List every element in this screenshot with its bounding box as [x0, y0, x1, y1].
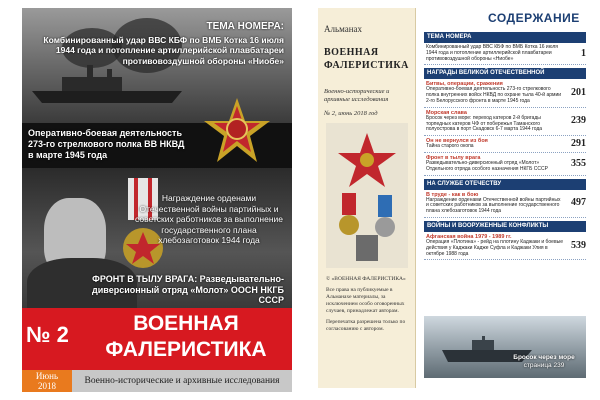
cover-theme-text: Комбинированный удар ВВС КБФ по ВМБ Котка 16 июля 1944 года и потопление артиллерийской плавбатареи противовоздушной обороны «Ниобе»: [43, 34, 284, 66]
almanac-subtitle: Военно-исторические и архивные исследования: [324, 88, 390, 103]
issue-date: [22, 370, 72, 392]
magazine-cover: [22, 8, 292, 392]
toc-entry[interactable]: [424, 190, 586, 218]
toc-entry[interactable]: [424, 43, 586, 65]
toc-entry[interactable]: [424, 79, 586, 107]
toc-entry-title: Фронт в тылу врага: [426, 154, 481, 161]
magazine-title-line2: ФАЛЕРИСТИКА: [105, 338, 267, 361]
cover-article-regiment: Оперативно-боевая деятельность 273-го стрелкового полка ВВ НКВД в марте 1945 года: [28, 128, 185, 160]
cover-theme-block: [34, 22, 284, 66]
toc-entry-desc: Бросок через море: переход катеров 2-й бригады торпедных катеров ЧФ от побережья Таманского полуострова в порт Скадовск 6-7 марта 1944 года: [426, 114, 543, 133]
photo-caption-page: страница 239: [523, 362, 565, 369]
photo-caption: [508, 354, 580, 370]
cover-article-awards: Награждение орденами Отечественной войны партийных и советских работников за выполнение государственного плана хлебозаготовок 1944 года: [135, 193, 283, 245]
issue-year: 2018: [38, 381, 56, 391]
contents-list: [424, 29, 586, 260]
cover-article-front: ФРОНТ В ТЫЛУ ВРАГА: Разведывательно-диверсионный отряд «Молот» ООСН НКГБ СССР: [92, 274, 284, 305]
cover-title-band: [22, 308, 292, 370]
toc-entry-page: 539: [571, 239, 586, 251]
toc-entry-title: В труде - как в бою: [426, 191, 479, 198]
cover-subtitle: Военно-исторические и архивные исследования: [72, 370, 292, 392]
toc-entry[interactable]: [424, 153, 586, 176]
toc-section-theme: ТЕМА НОМЕРА: [424, 32, 586, 43]
toc-section-awards: НАГРАДЫ ВЕЛИКОЙ ОТЕЧЕСТВЕННОЙ: [424, 68, 586, 79]
toc-entry-page: 239: [571, 115, 586, 127]
almanac-photo-medals: [326, 123, 408, 268]
contents-heading: СОДЕРЖАНИЕ: [488, 11, 580, 25]
toc-entry-page: 201: [571, 87, 586, 99]
almanac-label: Альманах: [324, 24, 363, 34]
toc-entry[interactable]: [424, 136, 586, 153]
copyright-head: © «ВОЕННАЯ ФАЛЕРИСТИКА»: [326, 276, 406, 282]
toc-entry-title: Афганская война 1979 - 1989 гг.: [426, 233, 512, 240]
toc-entry-page: 291: [571, 138, 586, 150]
toc-entry-page: 497: [571, 197, 586, 209]
toc-entry-title: Битвы, операции, сражения: [426, 81, 503, 88]
cover-theme-label: ТЕМА НОМЕРА:: [206, 21, 284, 32]
almanac-sidebar: [318, 8, 416, 388]
warship-icon: [32, 63, 182, 103]
toc-entry-desc: Операция «Плотина» - рейд на плотину Каджаки и боевые действия у Каджаки Кадже Суфла и Каджаки Улия в октябре 1988 года: [426, 238, 563, 257]
toc-section-service: НА СЛУЖБЕ ОТЕЧЕСТВУ: [424, 179, 586, 190]
toc-entry-desc: Награждение орденами Отечественной войны партийных и советских работников за выполнение государственного плана хлебозаготовок 1944 года: [426, 196, 561, 215]
issue-month: Июнь: [35, 371, 59, 381]
copyright-text1: Все права на публикуемые в Альманахе материалы, за исключением особо оговоренных случаев, принадлежат авторам.: [326, 287, 405, 314]
almanac-issue: № 2, июнь 2018 год: [324, 110, 378, 117]
issue-number: № 2: [26, 322, 69, 347]
toc-entry[interactable]: [424, 232, 586, 260]
contents-page: [318, 8, 588, 392]
magazine-title-line1: ВОЕННАЯ: [133, 312, 239, 335]
order-patriotic-war-icon: [202, 96, 272, 166]
toc-entry-title: Он не вернулся из боя: [426, 138, 488, 145]
photo-caption-title: Бросок через море: [513, 354, 575, 361]
almanac-title: ВОЕННАЯ ФАЛЕРИСТИКА: [324, 47, 409, 71]
medal-collection-icon: [326, 123, 408, 268]
magazine-title: [86, 311, 286, 363]
copyright-text2: Перепечатка разрешена только по согласованию с автором.: [326, 319, 406, 332]
toc-entry[interactable]: [424, 108, 586, 136]
toc-entry-desc: Оперативно-боевая деятельность 273-го стрелкового полка внутренних войск НКВД по охране тыла 40-й армии 2-го Белорусского фронта в марте 1945 года: [426, 86, 562, 104]
toc-entry-desc: Тайна старого окопа: [426, 143, 474, 150]
toc-entry-page: 1: [581, 47, 586, 59]
toc-entry-page: 355: [571, 157, 586, 169]
torpedo-boat-photo: [424, 316, 586, 378]
toc-entry-desc: Комбинированный удар ВВС КБФ по ВМБ Котка 16 июля 1944 года и потопление артиллерийской плавбатареи противовоздушной обороны «Ниобе»: [426, 44, 558, 62]
toc-entry-desc: Разведывательно-диверсионный отряд «Молот» Отдельного отряда особого назначения НКГБ СССР: [426, 159, 548, 172]
toc-section-wars: ВОЙНЫ И ВООРУЖЕННЫЕ КОНФЛИКТЫ: [424, 221, 586, 232]
toc-entry-title: Морская слава: [426, 109, 467, 116]
almanac-copyright: [326, 276, 412, 337]
